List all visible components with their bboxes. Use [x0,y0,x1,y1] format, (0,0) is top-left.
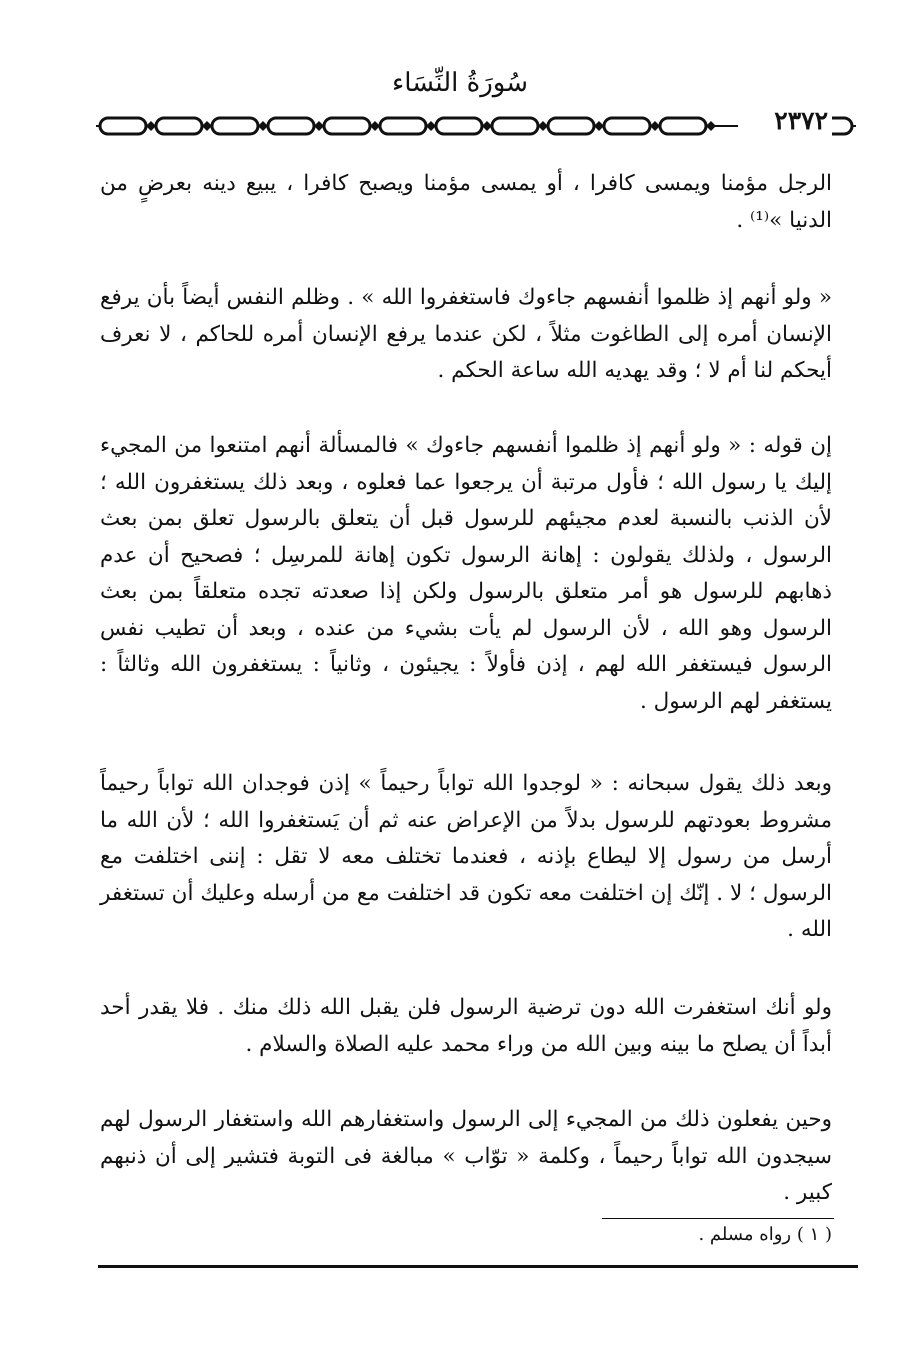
paragraph-text: وحين يفعلون ذلك من المجيء إلى الرسول واستغفارهم الله واستغفار الرسول لهم سيجدون الله تواباً رحيماً ، وكلمة « توّاب » مبالغة فى التوبة فتشير إلى أن ذنبهم كبير . [100,1107,832,1205]
paragraph-text: « ولو أنهم إذ ظلموا أنفسهم جاءوك فاستغفروا الله » . وظلم النفس أيضاً بأن يرفع الإنسان أمره إلى الطاغوت مثلاً ، لكن عندما يرفع الإنسان أمره للحاكم ، لا نعرف أيحكم لنا أم لا ؛ وقد يهديه الله ساعة الحكم . [100,285,832,383]
paragraph-text: إن قوله : « ولو أنهم إذ ظلموا أنفسهم جاءوك » فالمسألة أنهم امتنعوا من المجيء إليك يا رسول الله ؛ فأول مرتبة أن يرجعوا عما فعلوه ، وبعد ذلك يستغفرون الله ؛ لأن الذنب بالنسبة لعدم مجيئهم للرسول قبل أن يتعلق بالرسول تعلق بمن بعث الرسول ، ولذلك يقولون : إهانة الرسول تكون إهانة للمرسِل ؛ فصحيح أن عدم ذهابهم للرسول هو أمر متعلق بالرسول ولكن إذا صعدته تجده متعلقاً بمن بعث الرسول وهو الله ، لأن الرسول لم يأت بشيء من عنده ، وبعد أن تطيب نفس الرسول فيستغفر الله لهم ، إذن فأولاً : يجيئون ، وثانياً : يستغفرون الله وثالثاً : يستغفر لهم الرسول . [100,433,832,714]
paragraph-text: ولو أنك استغفرت الله دون ترضية الرسول فلن يقبل الله ذلك منك . فلا يقدر أحد أبداً أن يصلح ما بينه وبين الله من وراء محمد عليه الصلاة والسلام . [100,995,832,1057]
footer-rule [98,1265,858,1268]
footnote-divider [602,1218,834,1219]
paragraph-1 [100,166,832,239]
footnote: ( ١ ) رواه مسلم . [698,1224,832,1245]
surah-title: سُورَةُ النِّسَاء [392,68,528,98]
paragraph-text: الرجل مؤمنا ويمسى كافرا ، أو يمسى مؤمنا ويصبح كافرا ، يبيع دينه بعرضٍ من الدنيا »⁽¹⁾ . [100,171,832,233]
page-number: ٢٣٧٢ [738,106,832,140]
paragraph-6 [100,1102,832,1212]
paragraph-2 [100,280,832,390]
paragraph-5 [100,990,832,1063]
paragraph-4 [100,766,832,949]
paragraph-3 [100,428,832,720]
paragraph-text: وبعد ذلك يقول سبحانه : « لوجدوا الله تواباً رحيماً » إذن فوجدان الله تواباً رحيماً مشروط بعودتهم للرسول بدلاً من الإعراض عنه ثم أن يَستغفروا الله ؛ لأن الله ما أرسل من رسول إلا ليطاع بإذنه ، فعندما تختلف معه لا تقل : إننى اختلفت مع الرسول ؛ لا . إنّك إن اختلفت معه تكون قد اختلفت مع من أرسله وعليك أن تستغفر الله . [100,771,832,942]
